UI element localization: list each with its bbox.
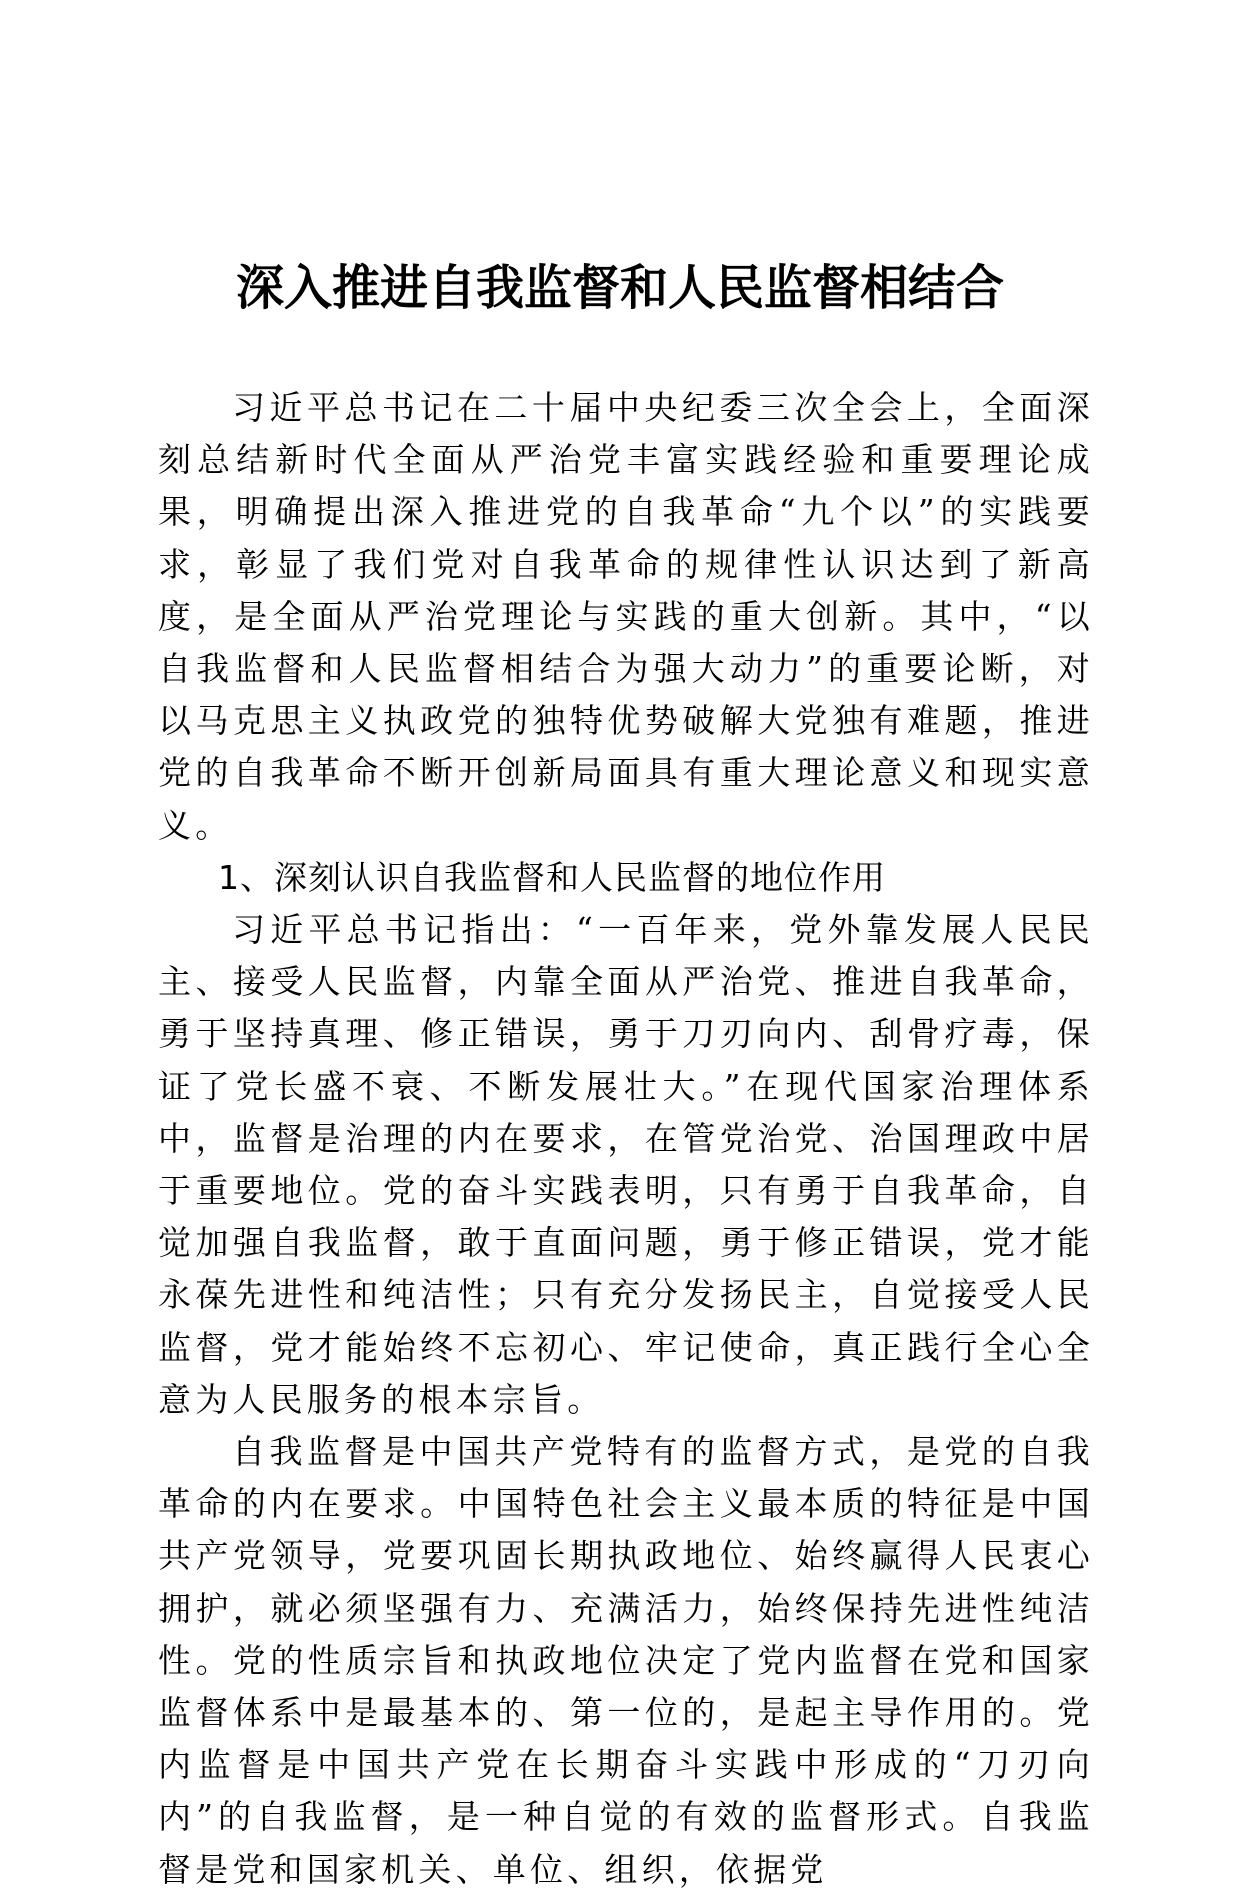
paragraph-intro: 习近平总书记在二十届中央纪委三次全会上，全面深刻总结新时代全面从严治党丰富实践经验和重要理论成果，明确提出深入推进党的自我革命“九个以”的实践要求，彰显了我们党对自我革命的规律性认识达到了新高度，是全面从严治党理论与实践的重大创新。其中，“以自我监督和人民监督相结合为强大动力”的重要论断，对以马克思主义执政党的独特优势破解大党独有难题，推进党的自我革命不断开创新局面具有重大理论意义和现实意义。 xyxy=(158,388,1094,845)
paragraph-role: 习近平总书记指出：“一百年来，党外靠发展人民民主、接受人民监督，内靠全面从严治党、推进自我革命，勇于坚持真理、修正错误，勇于刀刃向内、刮骨疗毒，保证了党长盛不衰、不断发展壮大。”在现代国家治理体系中，监督是治理的内在要求，在管党治党、治国理政中居于重要地位。党的奋斗实践表明，只有勇于自我革命，自觉加强自我监督，敢于直面问题，勇于修正错误，党才能永葆先进性和纯洁性；只有充分发扬民主，自觉接受人民监督，党才能始终不忘初心、牢记使命，真正践行全心全意为人民服务的根本宗旨。 xyxy=(158,910,1094,1419)
document-body xyxy=(158,382,1094,1896)
section-heading: 1、深刻认识自我监督和人民监督的地位作用 xyxy=(218,857,886,897)
paragraph-self-supervision: 自我监督是中国共产党特有的监督方式，是党的自我革命的内在要求。中国特色社会主义最本质的特征是中国共产党领导，党要巩固长期执政地位、始终赢得人民衷心拥护，就必须坚强有力、充满活力，始终保持先进性纯洁性。党的性质宗旨和执政地位决定了党内监督在党和国家监督体系中是最基本的、第一位的，是起主导作用的。党内监督是中国共产党在长期奋斗实践中形成的“刀刃向内”的自我监督，是一种自觉的有效的监督形式。自我监督是党和国家机关、单位、组织，依据党 xyxy=(158,1432,1094,1889)
document-title: 深入推进自我监督和人民监督相结合 xyxy=(235,260,1004,316)
